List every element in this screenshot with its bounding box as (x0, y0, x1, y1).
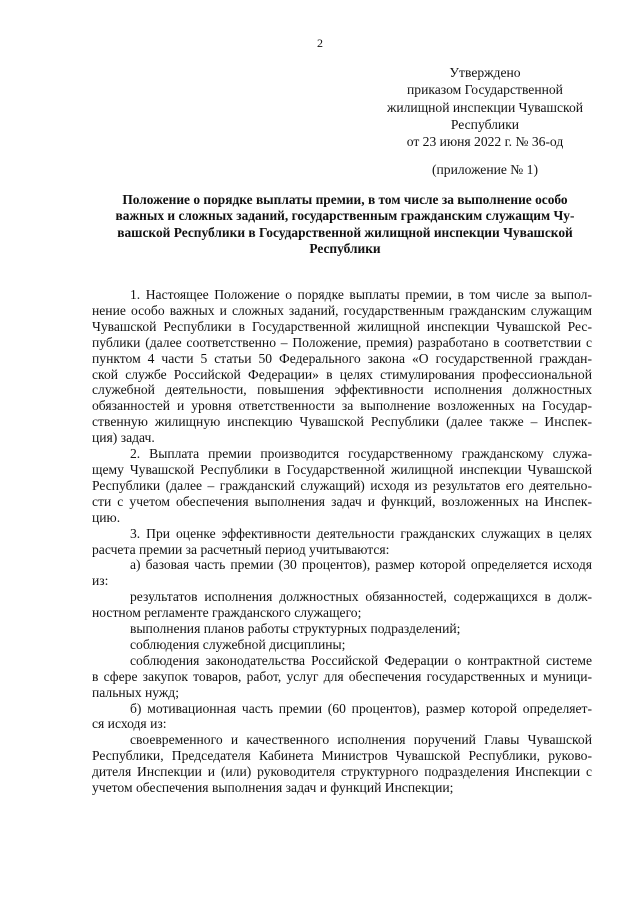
paragraph (92, 653, 592, 701)
paragraph-line: ностном регламенте гражданского служащего; (92, 605, 362, 621)
paragraph-line: обязанностей и уровня ответственности за выполнение возложенных на Государ- (92, 398, 592, 414)
paragraph-line: пальных нужд; (92, 684, 179, 700)
paragraph (92, 446, 592, 526)
paragraph-line: а) базовая часть премии (30 процентов), размер которой определяется исходя (130, 557, 592, 573)
paragraph-line: б) мотивационная часть премии (60 процентов), размер которой определяет- (130, 700, 592, 716)
title-line: важных и сложных заданий, государственным гражданским служащим Чу- (115, 208, 575, 224)
paragraph-line: ской службе Российской Федерации» в целях стимулирования профессиональной (92, 366, 592, 382)
paragraph (92, 589, 592, 621)
approval-line: Утверждено (449, 65, 521, 80)
paragraph-line: 3. При оценке эффективности деятельности гражданских служащих в целях (130, 525, 592, 541)
paragraph-line: своевременного и качественного исполнения поручений Главы Чувашской (130, 732, 592, 748)
paragraph-line: щему Чувашской Республики в Государственной жилищной инспекции Чувашской (92, 461, 592, 477)
paragraph-line: нение особо важных и сложных заданий, государственным гражданским служащим (92, 302, 592, 318)
paragraph-line: в сфере закупок товаров, работ, услуг для обеспечения государственных и муници- (92, 668, 592, 684)
approval-line: приказом Государственной (407, 82, 563, 98)
paragraph-line: дителя Инспекции и (или) руководителя структурного подразделения Инспекции с (92, 764, 592, 780)
approval-line: Республики (450, 116, 520, 132)
paragraph (92, 637, 592, 653)
paragraph-line: цию. (92, 509, 121, 525)
approval-line: от 23 июня 2022 г. № 36-од (406, 134, 564, 150)
paragraph-line: служебной деятельности, повышения эффективности исполнения должностных (92, 382, 592, 398)
paragraph (92, 621, 592, 637)
paragraph-line: Чувашской Республики в Государственной жилищной инспекции Чувашской Рес- (92, 318, 592, 334)
paragraph-line: ся исходя из: (92, 716, 167, 732)
paragraph-line: сти с учетом обеспечения выполнения задач и функций, возложенных на Инспек- (92, 493, 592, 509)
paragraph-line: выполнения планов работы структурных подразделений; (130, 621, 461, 637)
title-line: Положение о порядке выплаты премии, в том числе за выполнение особо (122, 192, 568, 207)
paragraph (92, 732, 592, 796)
paragraph-line: ственную жилищную инспекцию Чувашской Республики (далее также – Инспек- (92, 414, 592, 430)
paragraph-line: Республики (далее – гражданский служащий) исходя из результатов его деятельно- (92, 477, 592, 493)
paragraph-line: расчета премии за расчетный период учитываются: (92, 541, 390, 557)
document-title (105, 192, 585, 258)
paragraph-line: соблюдения служебной дисциплины; (130, 636, 346, 652)
paragraph-line: 2. Выплата премии производится государственному гражданскому служа- (130, 446, 592, 462)
paragraph-line: из: (92, 573, 109, 589)
paragraph-line: учетом обеспечения выполнения задач и функций Инспекции; (92, 780, 454, 796)
title-line: вашской Республики в Государственной жилищной инспекции Чувашской (117, 224, 573, 240)
approval-line: жилищной инспекции Чувашской (386, 99, 584, 115)
paragraph-line: соблюдения законодательства Российской Федерации о контрактной системе (130, 652, 592, 668)
paragraph-line: ция) задач. (92, 430, 155, 446)
paragraph-line: публики (далее соответственно – Положение, премия) разработано в соответствии с (92, 334, 592, 350)
page-number: 2 (317, 36, 323, 50)
title-line: Республики (309, 241, 381, 257)
paragraph-line: 1. Настоящее Положение о порядке выплаты премии, в том числе за выпол- (130, 287, 592, 302)
paragraph (92, 557, 592, 589)
paragraph (92, 287, 592, 446)
approval-stamp (370, 64, 600, 150)
paragraph-line: пунктом 4 части 5 статьи 50 Федерального закона «О государственной граждан- (92, 350, 592, 366)
paragraph-line: результатов исполнения должностных обязанностей, содержащихся в долж- (130, 589, 592, 605)
paragraph (92, 701, 592, 733)
paragraph (92, 526, 592, 558)
appendix-note: (приложение № 1) (431, 162, 539, 177)
document-body (92, 287, 592, 796)
paragraph-line: Республики, Председателя Кабинета Министров Чувашской Республики, руково- (92, 748, 592, 764)
